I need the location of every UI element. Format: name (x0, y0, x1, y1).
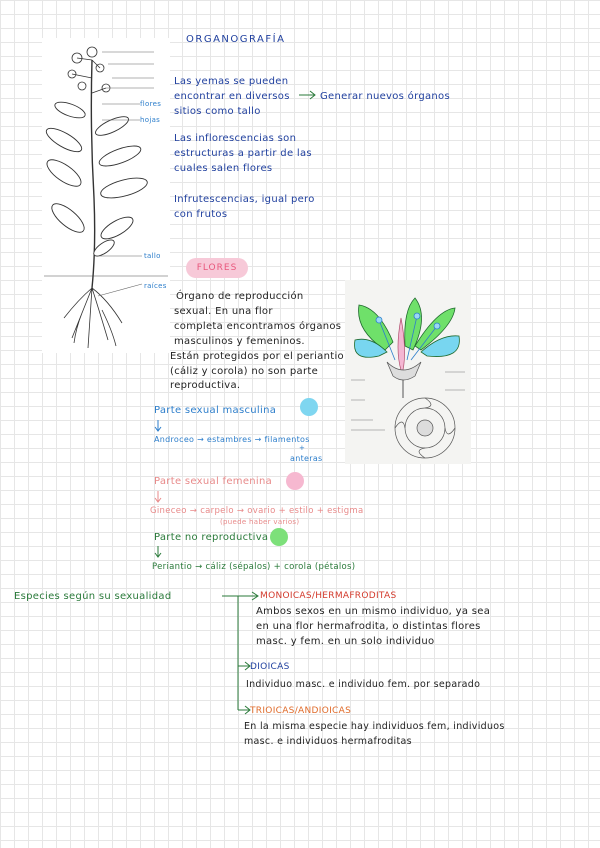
plant-label-stem: tallo (144, 252, 161, 260)
masculina-line: Androceo → estambres → filamentos (154, 435, 310, 444)
arrow-down-icon (154, 490, 164, 504)
especies-heading: Especies según su sexualidad (14, 591, 172, 602)
organo-line-4: masculinos y femeninos. (174, 336, 305, 347)
organo-line-7: reproductiva. (170, 380, 241, 391)
plant-label-root: raíces (144, 282, 167, 290)
arrow-down-icon (154, 419, 164, 433)
page-title: ORGANOGRAFÍA (186, 34, 286, 45)
monoicas-line-1: Ambos sexos en un mismo individuo, ya sea (256, 606, 491, 617)
arrow-right-icon (298, 90, 318, 100)
organo-line-1: Órgano de reproducción (176, 291, 304, 302)
inflorescencias-line-1: Las inflorescencias son (174, 133, 297, 144)
infrutescencias-line-2: con frutos (174, 209, 228, 220)
organo-line-3: completa encontramos órganos (174, 321, 342, 332)
organo-line-5: Están protegidos por el periantio (170, 351, 344, 362)
trioicas-title: TRIOICAS/ANDIOICAS (250, 706, 352, 716)
dioicas-title: DIOICAS (250, 662, 290, 672)
femenina-note: (puede haber varios) (220, 518, 300, 526)
organo-line-2: sexual. En una flor (174, 306, 273, 317)
femenina-heading: Parte sexual femenina (154, 476, 273, 487)
monoicas-title: MONOICAS/HERMAFRODITAS (260, 591, 397, 601)
trioicas-line-2: masc. e individuos hermafroditas (244, 736, 412, 747)
flower-diagram (345, 280, 471, 464)
plant-label-leaf: hojas (140, 116, 161, 124)
inflorescencias-line-2: estructuras a partir de las (174, 148, 312, 159)
organo-line-6: (cáliz y corola) no son parte (170, 366, 319, 377)
yemas-arrow-text: Generar nuevos órganos (320, 91, 450, 102)
femenina-color-dot (286, 472, 304, 490)
plant-illustration (42, 38, 170, 353)
inflorescencias-line-3: cuales salen flores (174, 163, 273, 174)
no-reproductiva-line: Periantio → cáliz (sépalos) + corola (pétalos) (152, 562, 356, 572)
trioicas-line-1: En la misma especie hay individuos fem, individuos (244, 721, 505, 732)
yemas-line-2: encontrar en diversos (174, 91, 290, 102)
no-reproductiva-color-dot (270, 528, 288, 546)
yemas-line-3: sitios como tallo (174, 106, 261, 117)
arrow-down-icon (154, 545, 164, 559)
yemas-line-1: Las yemas se pueden (174, 76, 289, 87)
masculina-anteras: anteras (290, 454, 323, 463)
flores-header: FLORES (186, 258, 248, 278)
femenina-line: Gineceo → carpelo → ovario + estilo + estigma (150, 506, 364, 516)
masculina-plus: + (299, 444, 306, 452)
masculina-color-dot (300, 398, 318, 416)
dioicas-line-1: Individuo masc. e individuo fem. por separado (246, 679, 481, 690)
monoicas-line-2: en una flor hermafrodita, o distintas flores (256, 621, 481, 632)
masculina-heading: Parte sexual masculina (154, 405, 277, 416)
no-reproductiva-heading: Parte no reproductiva (154, 532, 269, 543)
plant-label-flower: flores (140, 100, 162, 108)
infrutescencias-line-1: Infrutescencias, igual pero (174, 194, 315, 205)
monoicas-line-3: masc. y fem. en un solo individuo (256, 636, 435, 647)
